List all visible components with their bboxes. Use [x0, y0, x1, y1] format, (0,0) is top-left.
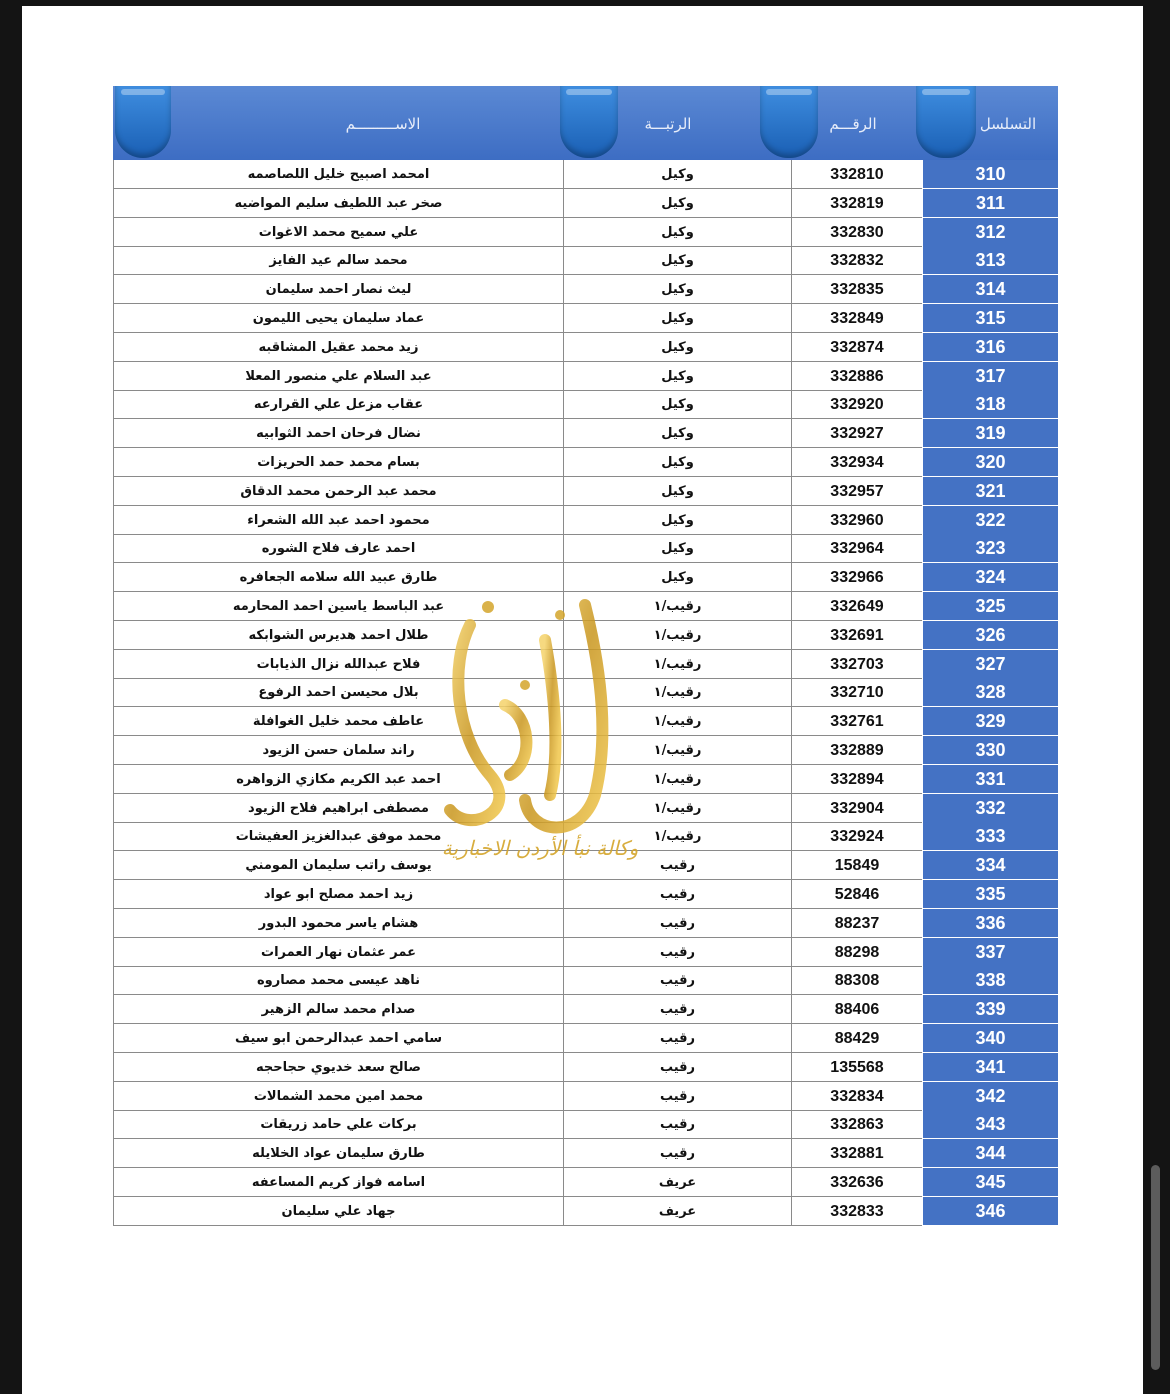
- number-cell: 332819: [791, 189, 922, 218]
- number-cell: 332927: [791, 419, 922, 448]
- header-number: الرقـــم: [829, 115, 877, 133]
- table-row: [113, 1197, 1058, 1226]
- rank-cell: وكيل: [563, 477, 791, 506]
- number-cell: 332649: [791, 592, 922, 621]
- name-cell: طارق عبيد الله سلامه الجعافره: [113, 563, 563, 592]
- seq-cell: 313: [922, 246, 1058, 275]
- number-cell: 332920: [791, 390, 922, 419]
- rank-cell: وكيل: [563, 506, 791, 535]
- seq-cell: 318: [922, 390, 1058, 419]
- seq-cell: 341: [922, 1053, 1058, 1082]
- number-cell: 88237: [791, 909, 922, 938]
- name-cell: امحمد اصبيح خليل اللصاصمه: [113, 160, 563, 189]
- seq-cell: 338: [922, 966, 1058, 995]
- number-cell: 332636: [791, 1168, 922, 1197]
- rank-cell: وكيل: [563, 563, 791, 592]
- table-row: [113, 1139, 1058, 1168]
- seq-cell: 332: [922, 794, 1058, 823]
- table-row: [113, 966, 1058, 995]
- rank-cell: رقيب/١: [563, 765, 791, 794]
- number-cell: 88298: [791, 938, 922, 967]
- table-row: [113, 1168, 1058, 1197]
- rank-cell: وكيل: [563, 362, 791, 391]
- rank-cell: رقيب: [563, 1024, 791, 1053]
- number-cell: 332966: [791, 563, 922, 592]
- rank-cell: رقيب/١: [563, 678, 791, 707]
- rank-cell: وكيل: [563, 534, 791, 563]
- number-cell: 88406: [791, 995, 922, 1024]
- name-cell: ليث نصار احمد سليمان: [113, 275, 563, 304]
- name-cell: عقاب مزعل علي القرارعه: [113, 390, 563, 419]
- number-cell: 332810: [791, 160, 922, 189]
- number-cell: 332830: [791, 218, 922, 247]
- name-cell: مصطفى ابراهيم فلاح الزيود: [113, 794, 563, 823]
- table-row: [113, 477, 1058, 506]
- rank-cell: رقيب/١: [563, 794, 791, 823]
- seq-cell: 345: [922, 1168, 1058, 1197]
- name-cell: صالح سعد خديوي حجاحجه: [113, 1053, 563, 1082]
- name-cell: احمد عارف فلاح الشوره: [113, 534, 563, 563]
- seq-cell: 337: [922, 938, 1058, 967]
- table-row: [113, 650, 1058, 679]
- rank-cell: عريف: [563, 1197, 791, 1226]
- name-cell: محمود احمد عبد الله الشعراء: [113, 506, 563, 535]
- name-cell: يوسف راتب سليمان المومني: [113, 851, 563, 880]
- number-cell: 332957: [791, 477, 922, 506]
- number-cell: 332833: [791, 1197, 922, 1226]
- name-cell: محمد امين محمد الشمالات: [113, 1082, 563, 1111]
- table-row: [113, 275, 1058, 304]
- number-cell: 332894: [791, 765, 922, 794]
- name-cell: عاطف محمد خليل الغوافلة: [113, 707, 563, 736]
- rank-cell: رقيب/١: [563, 736, 791, 765]
- name-cell: طارق سليمان عواد الخلايله: [113, 1139, 563, 1168]
- seq-cell: 326: [922, 621, 1058, 650]
- name-cell: اسامه فواز كريم المساعفه: [113, 1168, 563, 1197]
- seq-cell: 333: [922, 822, 1058, 851]
- number-cell: 332710: [791, 678, 922, 707]
- number-cell: 332881: [791, 1139, 922, 1168]
- table-row: [113, 621, 1058, 650]
- number-cell: 332924: [791, 822, 922, 851]
- name-cell: سامي احمد عبدالرحمن ابو سيف: [113, 1024, 563, 1053]
- seq-cell: 314: [922, 275, 1058, 304]
- seq-cell: 346: [922, 1197, 1058, 1226]
- rank-cell: عريف: [563, 1168, 791, 1197]
- name-cell: محمد موفق عبدالغزيز العفيشات: [113, 822, 563, 851]
- seq-cell: 327: [922, 650, 1058, 679]
- rank-cell: رقيب: [563, 938, 791, 967]
- name-cell: ناهد عيسى محمد مصاروه: [113, 966, 563, 995]
- seq-cell: 342: [922, 1082, 1058, 1111]
- rank-cell: رقيب: [563, 966, 791, 995]
- name-cell: بركات علي حامد زريقات: [113, 1110, 563, 1139]
- name-cell: عماد سليمان يحيى الليمون: [113, 304, 563, 333]
- rank-cell: وكيل: [563, 189, 791, 218]
- header-tab-decoration: [560, 86, 618, 158]
- seq-cell: 335: [922, 880, 1058, 909]
- table-row: [113, 1082, 1058, 1111]
- rank-cell: رقيب: [563, 1139, 791, 1168]
- rank-cell: وكيل: [563, 218, 791, 247]
- table-row: [113, 707, 1058, 736]
- number-cell: 332835: [791, 275, 922, 304]
- header-seq: التسلسل: [979, 115, 1037, 133]
- scrollbar-thumb[interactable]: [1151, 1165, 1160, 1370]
- rank-cell: رقيب: [563, 1110, 791, 1139]
- name-cell: فلاح عبدالله نزال الذيابات: [113, 650, 563, 679]
- number-cell: 332834: [791, 1082, 922, 1111]
- number-cell: 88429: [791, 1024, 922, 1053]
- number-cell: 135568: [791, 1053, 922, 1082]
- seq-cell: 329: [922, 707, 1058, 736]
- name-cell: طلال احمد هديرس الشوابكه: [113, 621, 563, 650]
- rank-cell: رقيب/١: [563, 707, 791, 736]
- table-row: [113, 246, 1058, 275]
- table-row: [113, 678, 1058, 707]
- seq-cell: 312: [922, 218, 1058, 247]
- table-row: [113, 304, 1058, 333]
- number-cell: 88308: [791, 966, 922, 995]
- number-cell: 332849: [791, 304, 922, 333]
- table-row: [113, 218, 1058, 247]
- table-row: [113, 189, 1058, 218]
- seq-cell: 340: [922, 1024, 1058, 1053]
- name-cell: محمد سالم عيد الفايز: [113, 246, 563, 275]
- name-cell: بلال محيسن احمد الرفوع: [113, 678, 563, 707]
- name-cell: محمد عبد الرحمن محمد الدقاق: [113, 477, 563, 506]
- seq-cell: 322: [922, 506, 1058, 535]
- number-cell: 332964: [791, 534, 922, 563]
- seq-cell: 320: [922, 448, 1058, 477]
- seq-cell: 331: [922, 765, 1058, 794]
- number-cell: 332761: [791, 707, 922, 736]
- seq-cell: 325: [922, 592, 1058, 621]
- table-row: [113, 534, 1058, 563]
- name-cell: عبد الباسط ياسين احمد المحارمه: [113, 592, 563, 621]
- name-cell: بسام محمد حمد الحريزات: [113, 448, 563, 477]
- rank-cell: رقيب: [563, 880, 791, 909]
- rank-cell: رقيب/١: [563, 650, 791, 679]
- table-row: [113, 1110, 1058, 1139]
- rank-cell: رقيب/١: [563, 822, 791, 851]
- watermark-text: وكالة نبأ الأردن الاخبارية: [441, 836, 639, 860]
- table-row: [113, 390, 1058, 419]
- rank-cell: وكيل: [563, 275, 791, 304]
- header-rank: الرتبـــة: [644, 115, 692, 133]
- rank-cell: وكيل: [563, 304, 791, 333]
- number-cell: 15849: [791, 851, 922, 880]
- name-cell: زيد احمد مصلح ابو عواد: [113, 880, 563, 909]
- name-cell: علي سميح محمد الاغوات: [113, 218, 563, 247]
- rank-cell: وكيل: [563, 448, 791, 477]
- rank-cell: رقيب: [563, 909, 791, 938]
- rank-cell: رقيب: [563, 1053, 791, 1082]
- window-left-edge: [0, 0, 22, 1394]
- name-cell: هشام ياسر محمود البدور: [113, 909, 563, 938]
- number-cell: 332904: [791, 794, 922, 823]
- table-row: [113, 909, 1058, 938]
- seq-cell: 339: [922, 995, 1058, 1024]
- seq-cell: 330: [922, 736, 1058, 765]
- table-row: [113, 938, 1058, 967]
- name-cell: نضال فرحان احمد الثوابيه: [113, 419, 563, 448]
- seq-cell: 311: [922, 189, 1058, 218]
- number-cell: 332832: [791, 246, 922, 275]
- rank-cell: رقيب: [563, 1082, 791, 1111]
- number-cell: 332886: [791, 362, 922, 391]
- header-name: الاســـــــــم: [345, 115, 421, 133]
- rank-cell: رقيب/١: [563, 621, 791, 650]
- number-cell: 332863: [791, 1110, 922, 1139]
- rank-cell: وكيل: [563, 333, 791, 362]
- name-cell: زيد محمد عقيل المشاقبه: [113, 333, 563, 362]
- name-cell: احمد عبد الكريم مكازي الزواهره: [113, 765, 563, 794]
- number-cell: 52846: [791, 880, 922, 909]
- table-row: [113, 448, 1058, 477]
- name-cell: جهاد علي سليمان: [113, 1197, 563, 1226]
- name-cell: عبد السلام علي منصور المعلا: [113, 362, 563, 391]
- rank-cell: وكيل: [563, 419, 791, 448]
- seq-cell: 323: [922, 534, 1058, 563]
- header-tab-decoration: [115, 86, 171, 158]
- name-cell: عمر عثمان نهار العمرات: [113, 938, 563, 967]
- rank-cell: رقيب: [563, 851, 791, 880]
- rank-cell: رقيب/١: [563, 592, 791, 621]
- table-row: [113, 419, 1058, 448]
- table-row: [113, 880, 1058, 909]
- header-tab-decoration: [760, 86, 818, 158]
- name-cell: صخر عبد اللطيف سليم المواضيه: [113, 189, 563, 218]
- table-row: [113, 1024, 1058, 1053]
- table-row: [113, 160, 1058, 189]
- number-cell: 332874: [791, 333, 922, 362]
- table-row: [113, 506, 1058, 535]
- rank-cell: رقيب: [563, 995, 791, 1024]
- table-row: [113, 794, 1058, 823]
- seq-cell: 310: [922, 160, 1058, 189]
- name-cell: راند سلمان حسن الزيود: [113, 736, 563, 765]
- seq-cell: 324: [922, 563, 1058, 592]
- table-row: [113, 333, 1058, 362]
- table-row: [113, 736, 1058, 765]
- table-row: [113, 592, 1058, 621]
- table-row: [113, 1053, 1058, 1082]
- seq-cell: 317: [922, 362, 1058, 391]
- table-row: [113, 362, 1058, 391]
- table-row: [113, 563, 1058, 592]
- seq-cell: 319: [922, 419, 1058, 448]
- number-cell: 332934: [791, 448, 922, 477]
- table-row: [113, 765, 1058, 794]
- name-cell: صدام محمد سالم الزهير: [113, 995, 563, 1024]
- seq-cell: 315: [922, 304, 1058, 333]
- document-table: [113, 86, 1058, 1226]
- number-cell: 332691: [791, 621, 922, 650]
- table-header: [113, 86, 1058, 163]
- rank-cell: وكيل: [563, 390, 791, 419]
- number-cell: 332703: [791, 650, 922, 679]
- seq-cell: 316: [922, 333, 1058, 362]
- number-cell: 332960: [791, 506, 922, 535]
- seq-cell: 336: [922, 909, 1058, 938]
- seq-cell: 334: [922, 851, 1058, 880]
- window-top-edge: [0, 0, 1170, 6]
- seq-cell: 321: [922, 477, 1058, 506]
- table-row: [113, 995, 1058, 1024]
- seq-cell: 343: [922, 1110, 1058, 1139]
- rank-cell: وكيل: [563, 160, 791, 189]
- seq-cell: 328: [922, 678, 1058, 707]
- rank-cell: وكيل: [563, 246, 791, 275]
- seq-cell: 344: [922, 1139, 1058, 1168]
- number-cell: 332889: [791, 736, 922, 765]
